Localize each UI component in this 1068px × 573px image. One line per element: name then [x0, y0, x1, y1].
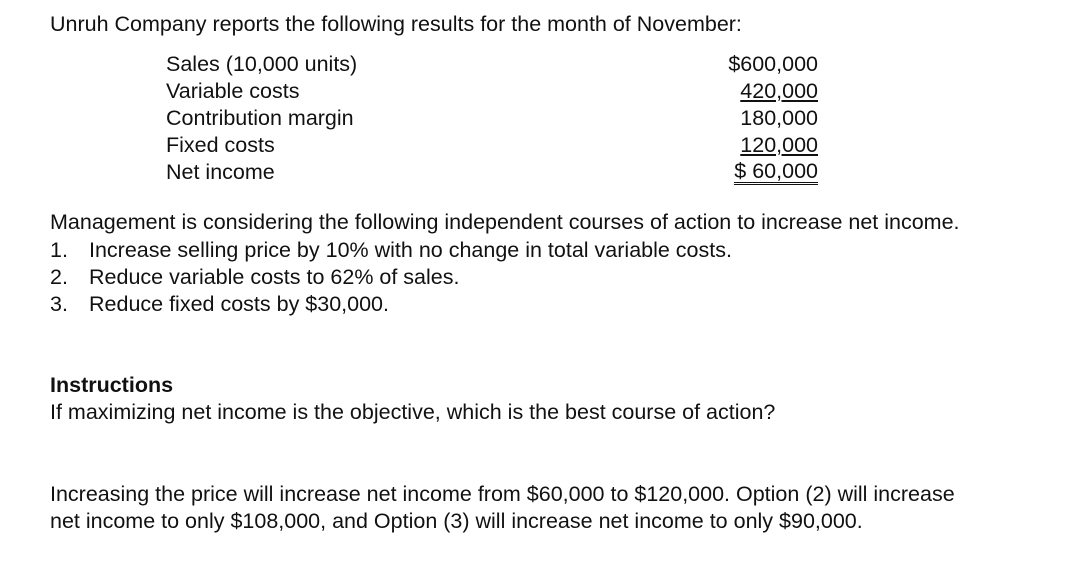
option-1	[50, 238, 732, 263]
instructions-question: If maximizing net income is the objective, which is the best course of action?	[50, 400, 776, 424]
variable-costs-amount: 420,000	[740, 79, 818, 103]
answer-line-2: net income to only $108,000, and Option (3) will increase net income to only $90,000.	[50, 509, 863, 533]
sales-label: Sales (10,000 units)	[166, 52, 358, 76]
option-2-text: Reduce variable costs to 62% of sales.	[89, 265, 460, 289]
option-3-number: 3.	[50, 292, 68, 316]
sales-amount: $600,000	[728, 52, 818, 76]
instructions-heading: Instructions	[50, 373, 174, 397]
answer-line-1: Increasing the price will increase net income from $60,000 to $120,000. Option (2) will increase	[50, 482, 955, 506]
contribution-margin-label: Contribution margin	[166, 106, 354, 130]
variable-costs-label: Variable costs	[166, 79, 300, 103]
option-1-number: 1.	[50, 238, 68, 262]
intro-text: Unruh Company reports the following results for the month of November:	[50, 12, 742, 36]
option-3-text: Reduce fixed costs by $30,000.	[89, 292, 389, 316]
fixed-costs-label: Fixed costs	[166, 133, 275, 157]
management-text: Management is considering the following independent courses of action to increase net income.	[50, 210, 960, 234]
option-2-number: 2.	[50, 265, 68, 289]
fixed-costs-amount: 120,000	[740, 133, 818, 157]
option-1-text: Increase selling price by 10% with no change in total variable costs.	[89, 238, 732, 262]
option-2	[50, 265, 459, 290]
contribution-margin-amount: 180,000	[740, 106, 818, 130]
net-income-label: Net income	[166, 160, 275, 184]
option-3	[50, 292, 389, 317]
net-income-amount: $ 60,000	[734, 159, 818, 183]
